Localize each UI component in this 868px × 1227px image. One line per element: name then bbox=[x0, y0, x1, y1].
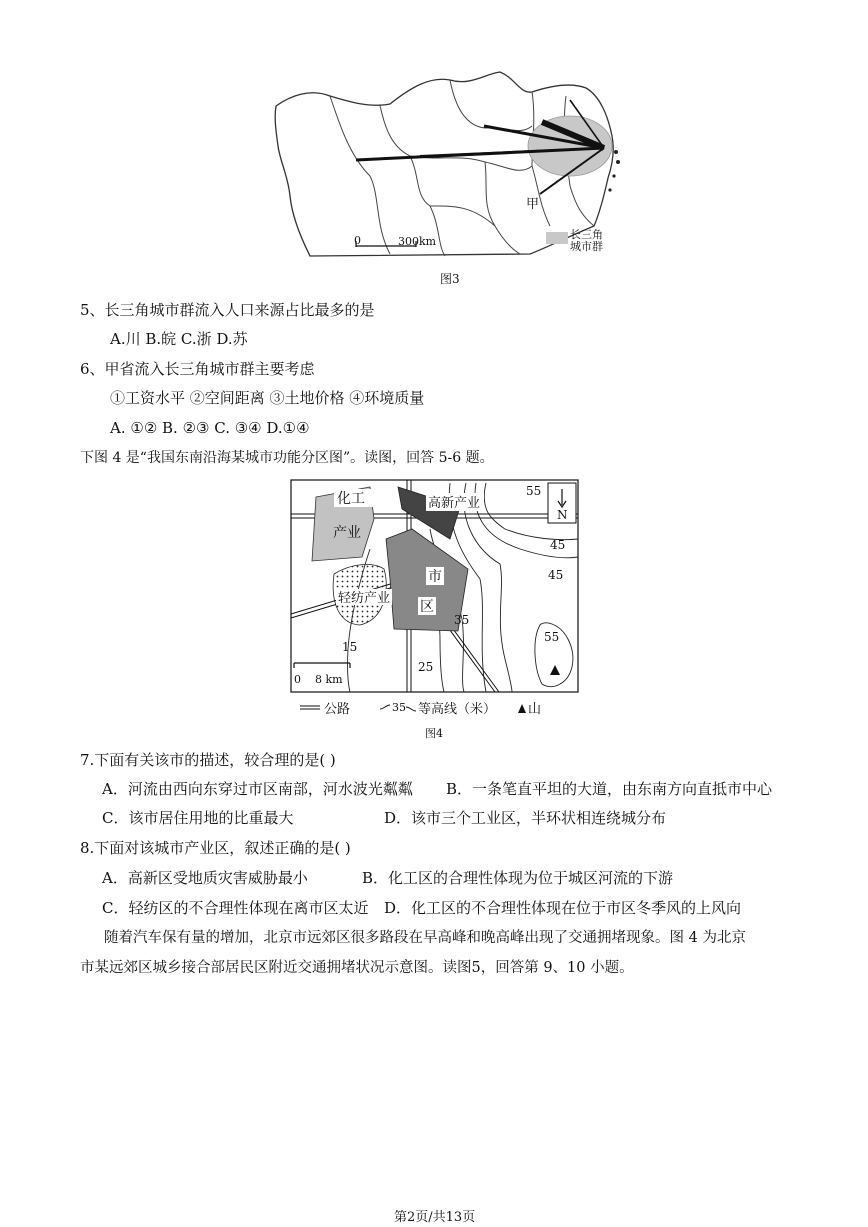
figure-3-caption: 图3 bbox=[440, 272, 460, 286]
passage-line-2: 市某远郊区城乡接合部居民区附近交通拥堵状况示意图。读图5，回答第 9、10 小题。 bbox=[80, 960, 634, 976]
legend-contour-label: 等高线（米） bbox=[418, 702, 497, 717]
q7-option-b: B．一条笔直平坦的大道，由东南方向直抵市中心 bbox=[446, 780, 773, 798]
figure-4-map bbox=[290, 479, 580, 697]
q6-options: A. ①② B. ②③ C. ③④ D.①④ bbox=[110, 419, 310, 437]
scale-label: 300km bbox=[398, 235, 437, 248]
legend-label-1: 长三角 bbox=[570, 228, 603, 241]
legend-mountain-icon bbox=[518, 704, 526, 713]
contour-45-b: 45 bbox=[548, 568, 564, 582]
passage-line-1: 随着汽车保有量的增加，北京市远郊区很多路段在早高峰和晚高峰出现了交通拥堵现象。图 4 为北京 bbox=[104, 930, 746, 946]
scale-bar-label: 0 8 km bbox=[294, 673, 343, 686]
q8-option-d: D．化工区的不合理性体现在位于市区冬季风的上风向 bbox=[384, 899, 742, 917]
q7-option-c: C．该市居住用地的比重最大 bbox=[102, 809, 294, 827]
contour-45-a: 45 bbox=[550, 538, 566, 552]
chem-label-1: 化工 bbox=[337, 491, 365, 507]
city-zoning-svg bbox=[290, 479, 580, 697]
figure-3-map bbox=[270, 66, 638, 262]
legend-road-label: 公路 bbox=[324, 702, 351, 717]
figure-4-intro: 下图 4 是“我国东南沿海某城市功能分区图”。读图，回答 5-6 题。 bbox=[80, 450, 494, 466]
legend-mountain-label: 山 bbox=[528, 702, 542, 717]
q8-stem: 8.下面对该城市产业区，叙述正确的是( ) bbox=[80, 839, 351, 857]
scale-zero: 0 bbox=[354, 234, 361, 247]
q8-option-c: C．轻纺区的不合理性体现在离市区太近 bbox=[102, 899, 369, 917]
q7-option-a: A．河流由西向东穿过市区南部，河水波光粼粼 bbox=[102, 780, 413, 798]
hitech-label: 高新产业 bbox=[428, 496, 481, 511]
contour-35: 35 bbox=[454, 613, 470, 627]
legend-swatch bbox=[546, 232, 568, 244]
contour-55-right: 55 bbox=[544, 630, 560, 644]
textile-label: 轻纺产业 bbox=[338, 591, 391, 606]
point-jia-label: 甲 bbox=[526, 197, 540, 212]
figure-4-caption: 图4 bbox=[425, 727, 443, 740]
q7-stem: 7.下面有关该市的描述，较合理的是( ) bbox=[80, 751, 336, 769]
north-arrow-label: N bbox=[557, 508, 568, 522]
q8-option-a: A．高新区受地质灾害威胁最小 bbox=[102, 869, 308, 887]
q6-stem: 6、甲省流入长三角城市群主要考虑 bbox=[80, 360, 315, 378]
q8-option-b: B．化工区的合理性体现为位于城区河流的下游 bbox=[362, 869, 674, 887]
contour-15: 15 bbox=[342, 640, 358, 654]
q5-stem: 5、长三角城市群流入人口来源占比最多的是 bbox=[80, 301, 375, 319]
q5-options: A.川 B.皖 C.浙 D.苏 bbox=[110, 330, 248, 348]
q7-option-d: D．该市三个工业区，半环状相连绕城分布 bbox=[384, 809, 667, 827]
city-label-2: 区 bbox=[420, 599, 434, 615]
contour-25: 25 bbox=[418, 660, 434, 674]
legend-label-2: 城市群 bbox=[570, 240, 603, 253]
page-footer: 第2页/共13页 bbox=[394, 1210, 476, 1225]
chem-label-2: 产业 bbox=[333, 525, 361, 541]
city-label-1: 市 bbox=[428, 569, 442, 585]
legend-contour-num: 35 bbox=[392, 701, 406, 714]
contour-55-top: 55 bbox=[526, 484, 542, 498]
q6-items: ①工资水平 ②空间距离 ③土地价格 ④环境质量 bbox=[110, 389, 425, 407]
figure-4-legend bbox=[296, 699, 586, 717]
china-map-svg bbox=[270, 66, 638, 262]
